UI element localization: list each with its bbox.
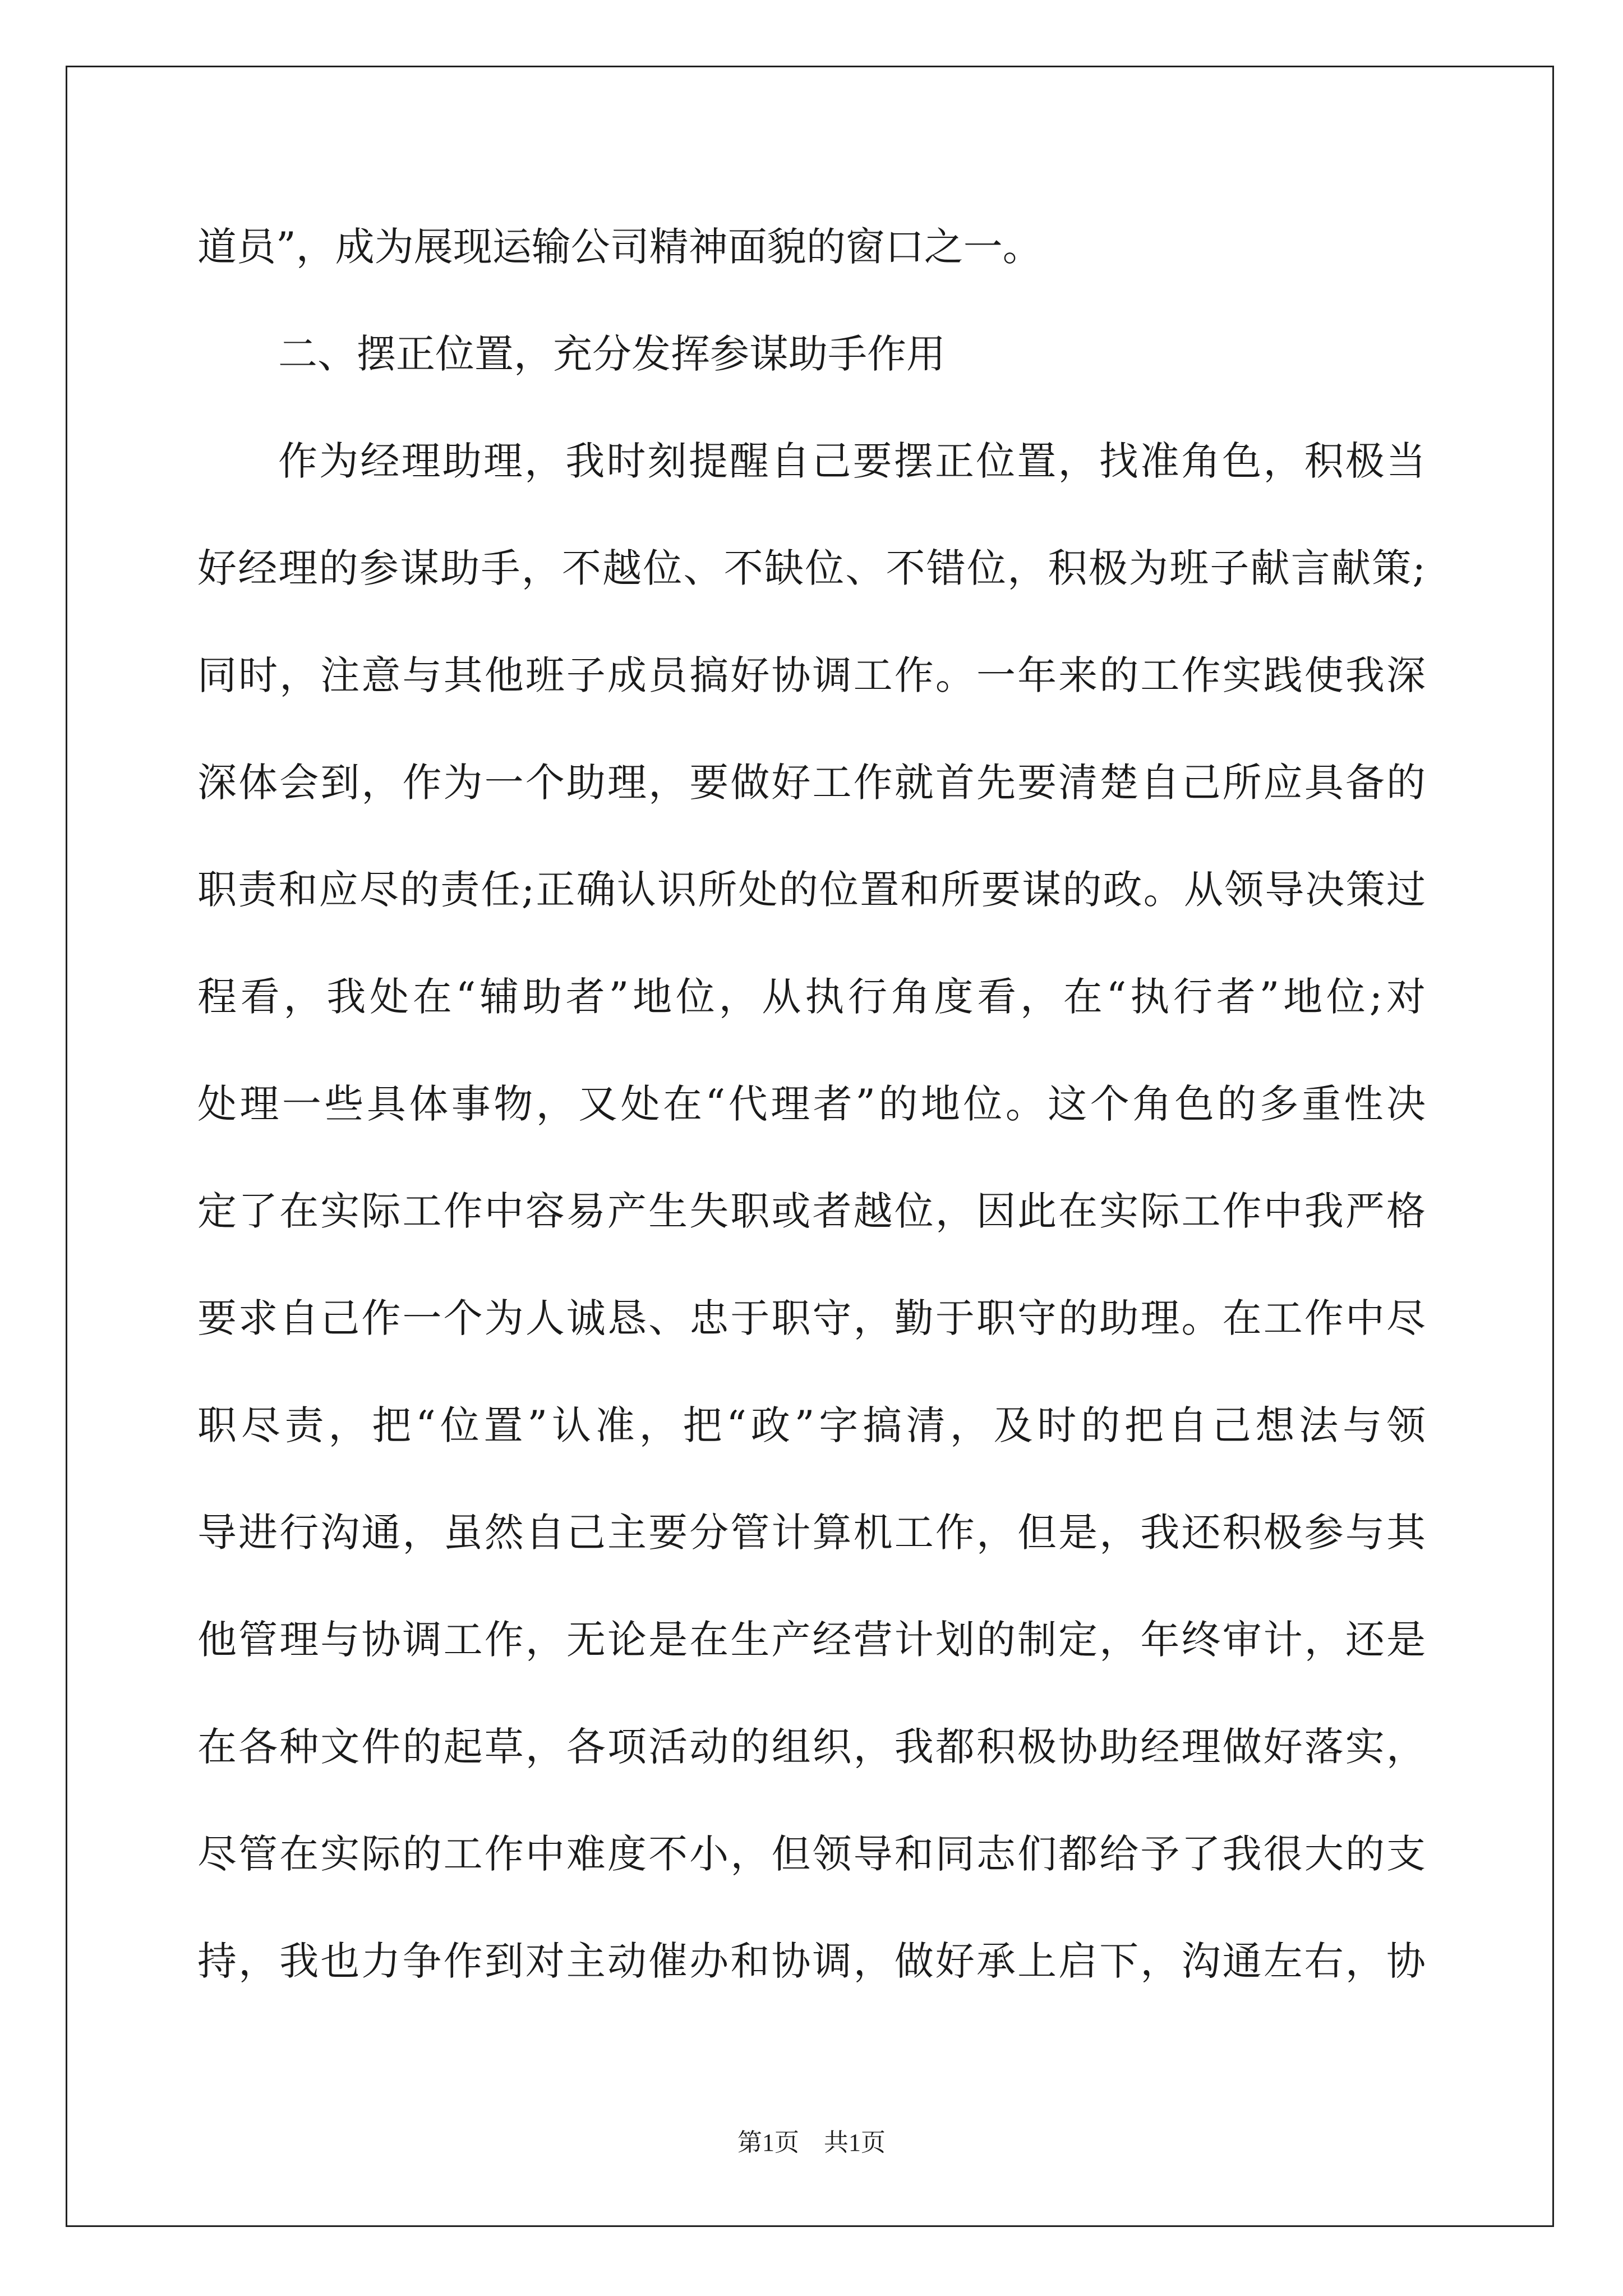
text-line: 持，我也力争作到对主动催办和协调，做好承上启下，沟通左右，协 (197, 1938, 1426, 1984)
text-line: 他管理与协调工作，无论是在生产经营计划的制定，年终审计，还是 (197, 1617, 1426, 1663)
text-line: 道员”，成为展现运输公司精神面貌的窗口之一。 (197, 224, 1042, 270)
text-line: 好经理的参谋助手，不越位、不缺位、不错位，积极为班子献言献策; (197, 545, 1426, 591)
text-line: 程看，我处在“辅助者”地位，从执行角度看，在“执行者”地位;对 (197, 974, 1426, 1020)
text-line: 定了在实际工作中容易产生失职或者越位，因此在实际工作中我严格 (197, 1188, 1426, 1234)
text-line: 导进行沟通，虽然自己主要分管计算机工作，但是，我还积极参与其 (197, 1510, 1426, 1556)
text-line: 同时，注意与其他班子成员搞好协调工作。一年来的工作实践使我深 (197, 652, 1426, 698)
paragraph-continued (197, 194, 1426, 301)
page-number: 第1页 (737, 2129, 799, 2156)
text-line: 作为经理助理，我时刻提醒自己要摆正位置，找准角色，积极当 (278, 438, 1426, 484)
text-line: 深体会到，作为一个助理，要做好工作就首先要清楚自己所应具备的 (197, 760, 1426, 806)
page-footer (0, 2126, 1623, 2160)
text-line: 职责和应尽的责任;正确认识所处的位置和所要谋的政。从领导决策过 (197, 867, 1426, 913)
document-body (197, 194, 1426, 2015)
text-line: 要求自己作一个为人诚恳、忠于职守，勤于职守的助理。在工作中尽 (197, 1295, 1426, 1341)
text-line: 尽管在实际的工作中难度不小，但领导和同志们都给予了我很大的支 (197, 1831, 1426, 1877)
section-heading (197, 301, 1426, 408)
paragraph (197, 408, 1426, 2015)
text-line: 在各种文件的起草，各项活动的组织，我都积极协助经理做好落实， (197, 1724, 1426, 1770)
text-line: 职尽责，把“位置”认准，把“政”字搞清，及时的把自己想法与领 (197, 1402, 1426, 1448)
page-total: 共1页 (824, 2129, 886, 2156)
section-heading-text: 二、摆正位置，充分发挥参谋助手作用 (278, 331, 946, 377)
text-line: 处理一些具体事物，又处在“代理者”的地位。这个角色的多重性决 (197, 1081, 1426, 1127)
